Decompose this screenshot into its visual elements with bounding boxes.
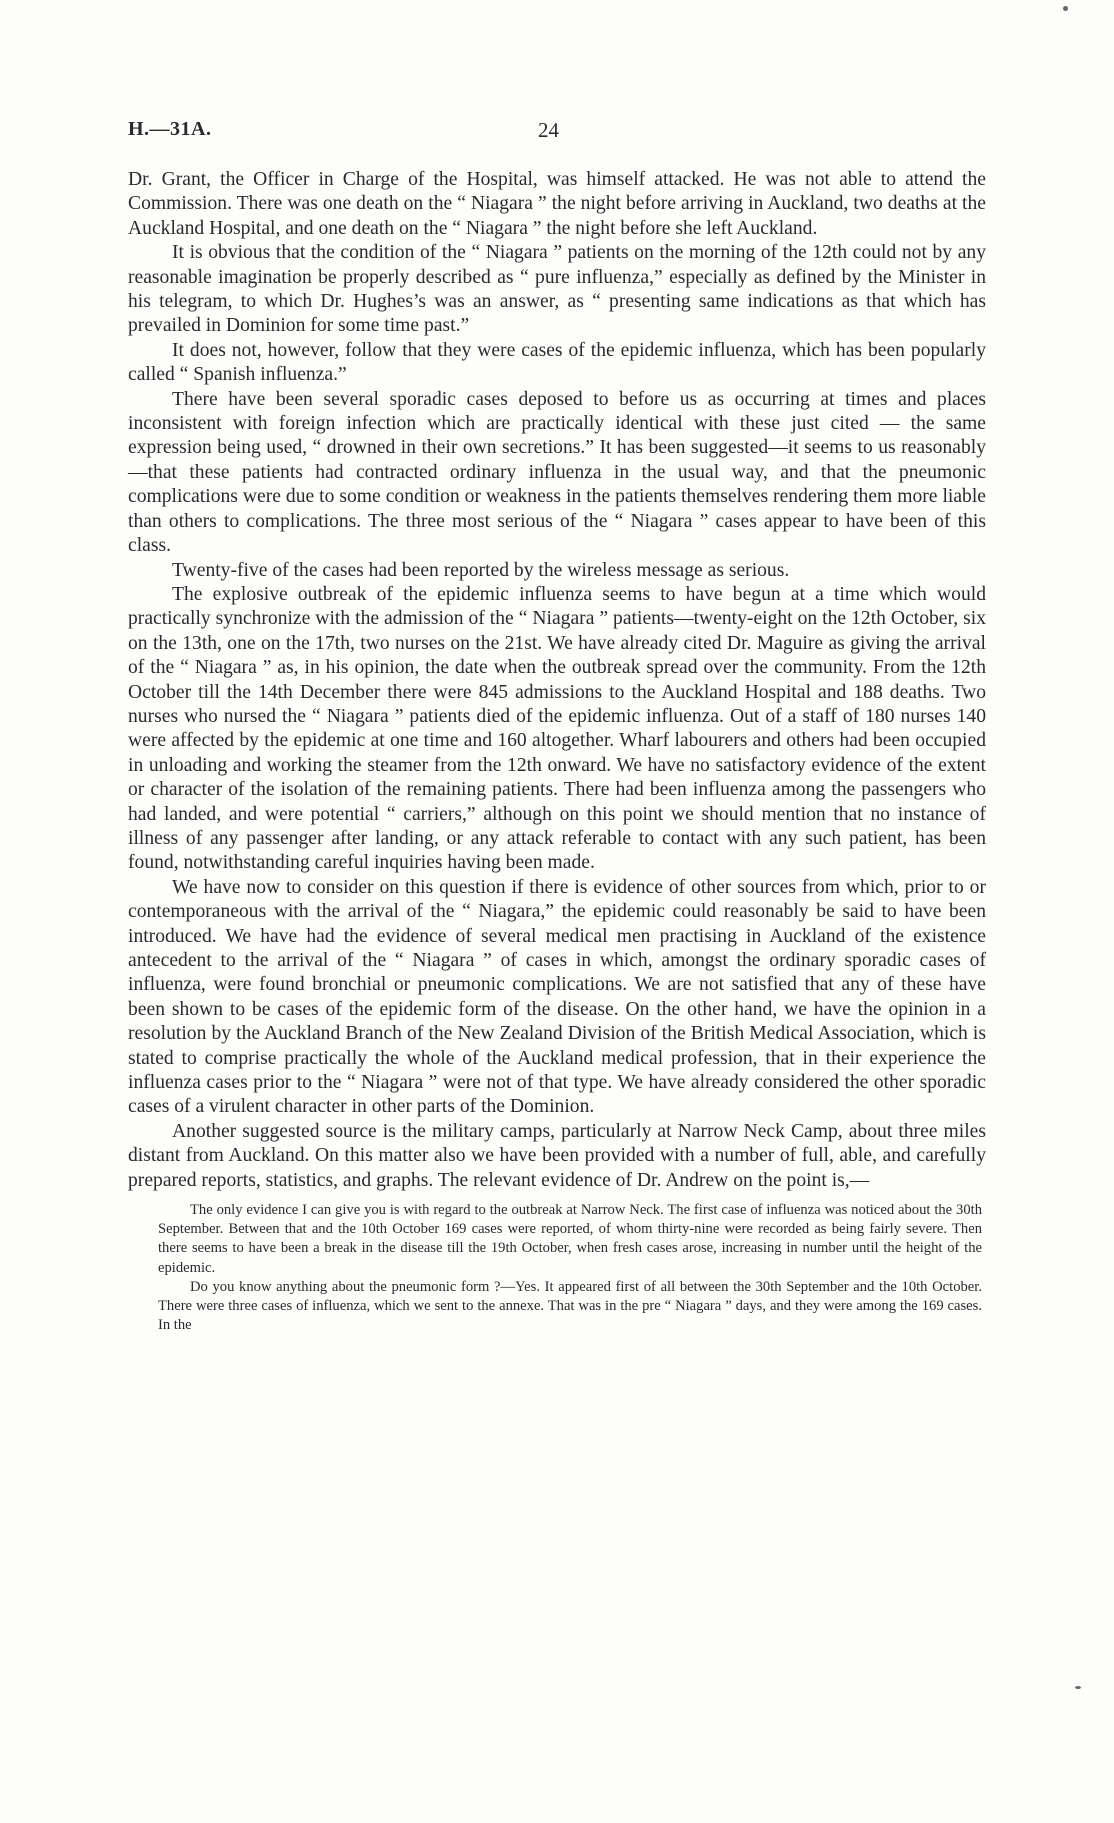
page-header: [128, 118, 988, 144]
evidence-quote: [158, 1201, 982, 1335]
paragraph: The explosive outbreak of the epidemic influenza seems to have begun at a time which would practically synchronize with the admission of the “ Niagara ” patients—twenty-eight on the 12th October, six on the 13th, one on the 17th, two nurses on the 21st. We have already cited Dr. Maguire as giving the arrival of the “ Niagara ” as, in his opinion, the date when the outbreak spread over the community. From the 12th October till the 14th December there were 845 admissions to the Auckland Hospital and 188 deaths. Two nurses who nursed the “ Niagara ” patients died of the epidemic influenza. Out of a staff of 180 nurses 140 were affected by the epidemic at one time and 160 altogether. Wharf labourers and others had been occupied in unloading and working the steamer from the 12th onward. We have no satisfactory evidence of the extent or character of the isolation of the remaining patients. There had been influenza among the passengers who had landed, and were potential “ carriers,” although on this point we should mention that no instance of illness of any passenger after landing, or any attack referable to contact with any such patient, has been found, notwithstanding careful inquiries having been made.: [128, 583, 986, 874]
paragraph: Dr. Grant, the Officer in Charge of the Hospital, was himself attacked. He was not able to attend the Commission. There was one death on the “ Niagara ” the night before arriving in Auckland, two deaths at the Auckland Hospital, and one death on the “ Niagara ” the night before she left Auckland.: [128, 169, 986, 239]
paragraph: There have been several sporadic cases deposed to before us as occurring at times and places inconsistent with foreign infection which are practically identical with these just cited — the same expression being used, “ drowned in their own secretions.” It has been suggested—it seems to us reasonably—that these patients had contracted ordinary influenza in the usual way, and that the pneumonic complications were due to some condition or weakness in the patients themselves rendering them more liable than others to complications. The three most serious of the “ Niagara ” cases appear to have been of this class.: [128, 388, 986, 557]
paragraph: We have now to consider on this question if there is evidence of other sources from which, prior to or contemporaneous with the arrival of the “ Niagara,” the epidemic could reasonably be said to have been introduced. We have had the evidence of several medical men practising in Auckland of the existence antecedent to the arrival of the “ Niagara ” of cases in which, amongst the ordinary sporadic cases of influenza, were found bronchial or pneumonic complications. We are not satisfied that any of these have been shown to be cases of the epidemic form of the disease. On the other hand, we have the opinion in a resolution by the Auckland Branch of the New Zealand Division of the British Medical Association, which is stated to comprise practically the whole of the Auckland medical profession, that in their experience the influenza cases prior to the “ Niagara ” were not of that type. We have already considered the other sporadic cases of a virulent character in other parts of the Dominion.: [128, 876, 986, 1118]
document-reference: H.—31A.: [128, 118, 212, 140]
quote-paragraph: The only evidence I can give you is with regard to the outbreak at Narrow Neck. The first case of influenza was noticed about the 30th September. Between that and the 10th October 169 cases were reported, of whom thirty-nine were recorded as being fairly severe. Then there seems to have been a break in the disease till the 19th October, when fresh cases arose, increasing in number until the height of the epidemic.: [158, 1202, 982, 1276]
paragraph: It is obvious that the condition of the “ Niagara ” patients on the morning of the 12th could not by any reasonable imagination be properly described as “ pure influenza,” especially as defined by the Minister in his telegram, to which Dr. Hughes’s was an answer, as “ presenting same indications as that which has prevailed in Dominion for some time past.”: [128, 242, 986, 337]
page-number: 24: [538, 118, 559, 142]
scan-speck: [1075, 1686, 1081, 1689]
paragraph: Twenty-five of the cases had been reported by the wireless message as serious.: [172, 559, 790, 581]
paragraph: It does not, however, follow that they were cases of the epidemic influenza, which has been popularly called “ Spanish influenza.”: [128, 339, 986, 386]
body-text: [128, 168, 986, 1335]
paragraph: Another suggested source is the military camps, particularly at Narrow Neck Camp, about three miles distant from Auckland. On this matter also we have been provided with a number of full, able, and carefully prepared reports, statistics, and graphs. The relevant evidence of Dr. Andrew on the point is,—: [128, 1120, 986, 1191]
scan-speck: [1063, 6, 1068, 11]
quote-paragraph: Do you know anything about the pneumonic form ?—Yes. It appeared first of all between the 30th September and the 10th October. There were three cases of influenza, which we sent to the annexe. That was in the pre “ Niagara ” days, and they were among the 169 cases. In the: [158, 1278, 982, 1334]
